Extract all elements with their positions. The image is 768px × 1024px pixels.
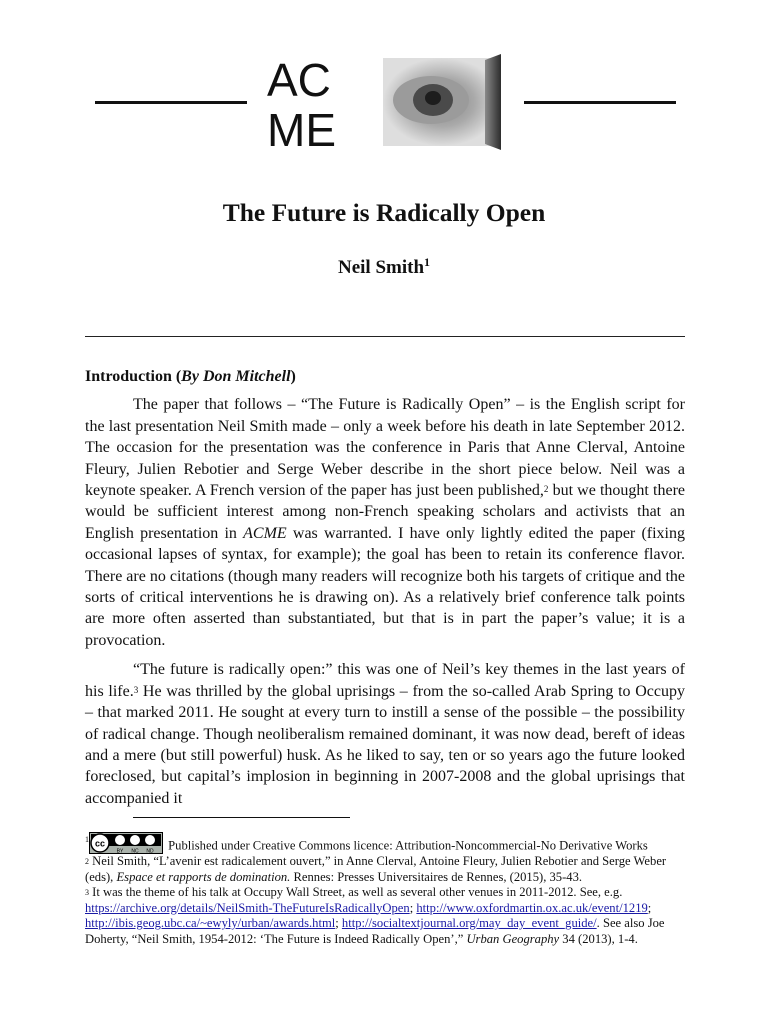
footnote-link-ubc[interactable]: http://ibis.geog.ubc.ca/~ewyly/urban/awards.html [85,916,336,930]
title-divider [85,336,685,337]
paragraph-1-text-b: but we thought there would be sufficient interest among non-French speaking scholars and activists that an English presentation in [85,482,686,542]
footnote-3-text-c: 34 (2013), 1-4. [559,931,638,946]
heading-byline: By Don Mitchell [181,368,291,385]
heading-prefix: Introduction ( [85,368,182,385]
paragraph-2-text-b: He was thrilled by the global uprisings – from the so-called Arab Spring to Occupy – that marked 2011. He sought at every turn to instill a sense of the possible – the possibility of radical change. Though neoliberalism remained dominant, it was now dead, bereft of ideas and a mere (but still powerful) husk. As he liked to say, ten or so years ago the future looked foreclosed, but capital’s implosion in beginning in 2007-2008 and the global uprisings that accompanied it [85,682,685,807]
article-body [85,366,685,817]
footnote-1 [85,832,685,854]
footnote-ref-2: 2 [543,484,549,495]
footnote-2-number: 2 [85,857,89,866]
footnote-3-text-b: . See also Joe Doherty, “Neil Smith, 1954-2012: ‘The Future is Indeed Radically Open’,” [85,916,665,946]
cc-nc-label: NC [131,848,139,854]
article-author [0,257,768,279]
footnote-link-oxford[interactable]: http://www.oxfordmartin.ox.ac.uk/event/1219 [416,900,648,915]
footnote-3 [85,885,685,947]
heading-suffix: ) [290,368,296,385]
footnote-rule [133,817,350,818]
footnote-2-italic: Espace et rapports de domination. [116,869,291,884]
footnote-ref-3: 3 [133,684,139,695]
logo-text-bottom: ME [267,104,336,152]
header-rule-right [524,101,676,104]
author-name: Neil Smith [337,257,425,278]
footnote-1-text: Published under Creative Commons licence: Attribution-Noncommercial-No Derivative Works [165,838,648,853]
section-heading [85,366,685,387]
footnote-link-socialtext[interactable]: http://socialtextjournal.org/may_day_event_guide/ [341,916,597,930]
article-title: The Future is Radically Open [222,198,546,227]
cc-nd-label: ND [146,848,154,854]
footnote-3-italic: Urban Geography [466,931,560,946]
footnote-3-sep-1: ; [409,900,414,915]
footnote-link-archive[interactable]: https://archive.org/details/NeilSmith-TheFutureIsRadicallyOpen [85,900,410,915]
footnote-3-sep-3: ; [335,916,339,930]
cc-by-label: BY [116,848,124,854]
paragraph-2-text-a: “The future is radically open:” this was one of Neil’s key themes in the last years of his life. [85,661,685,700]
paragraph-2 [85,659,685,809]
paragraph-1-text-c: was warranted. I have only lightly edited the paper (fixing occasional lapses of syntax, for example); the goal has been to retain its conference flavor. There are no citations (though many readers will recognize both his targets of critique and the sorts of critical interventions he is drawing on). As a relatively brief conference talk points are more often asserted than substantiated, but that is in part the paper’s value; it is a provocation. [85,524,686,649]
paragraph-1 [85,394,685,651]
paragraph-1-text-a: The paper that follows – “The Future is Radically Open” – is the English script for the last presentation Neil Smith made – only a week before his death in late September 2012. The occasion for the presentation was the conference in Paris that Anne Clerval, Antoine Fleury, Julien Rebotier and Serge Weber describe in the short piece below. Neil was a keynote speaker. A French version of the paper has just been published, [85,396,685,500]
logo-text-top: AC [267,54,331,106]
footnotes [85,832,685,947]
footnote-2-text-b: Rennes: Presses Universitaires de Rennes, (2015), 35-43. [290,869,583,884]
author-footnote-marker: 1 [424,255,431,269]
header-rule-left [95,101,247,104]
footnote-3-sep-2: ; [647,900,652,915]
cc-by-nc-nd-icon [89,832,163,854]
footnote-3-text-a: It was the theme of his talk at Occupy Wall Street, as well as several other venues in 2011-2012. See, e.g. [89,885,623,899]
paragraph-1-italic: ACME [243,524,287,542]
footnote-2 [85,854,685,885]
footnote-3-number: 3 [85,888,89,897]
acme-logo [263,52,511,152]
footnote-2-text-a: Neil Smith, “L’avenir est radicalement ouvert,” in Anne Clerval, Antoine Fleury, Julien Rebotier and Serge Weber (eds), [85,854,667,884]
cc-label: cc [94,838,106,849]
footnote-1-number: 1 [85,835,89,844]
